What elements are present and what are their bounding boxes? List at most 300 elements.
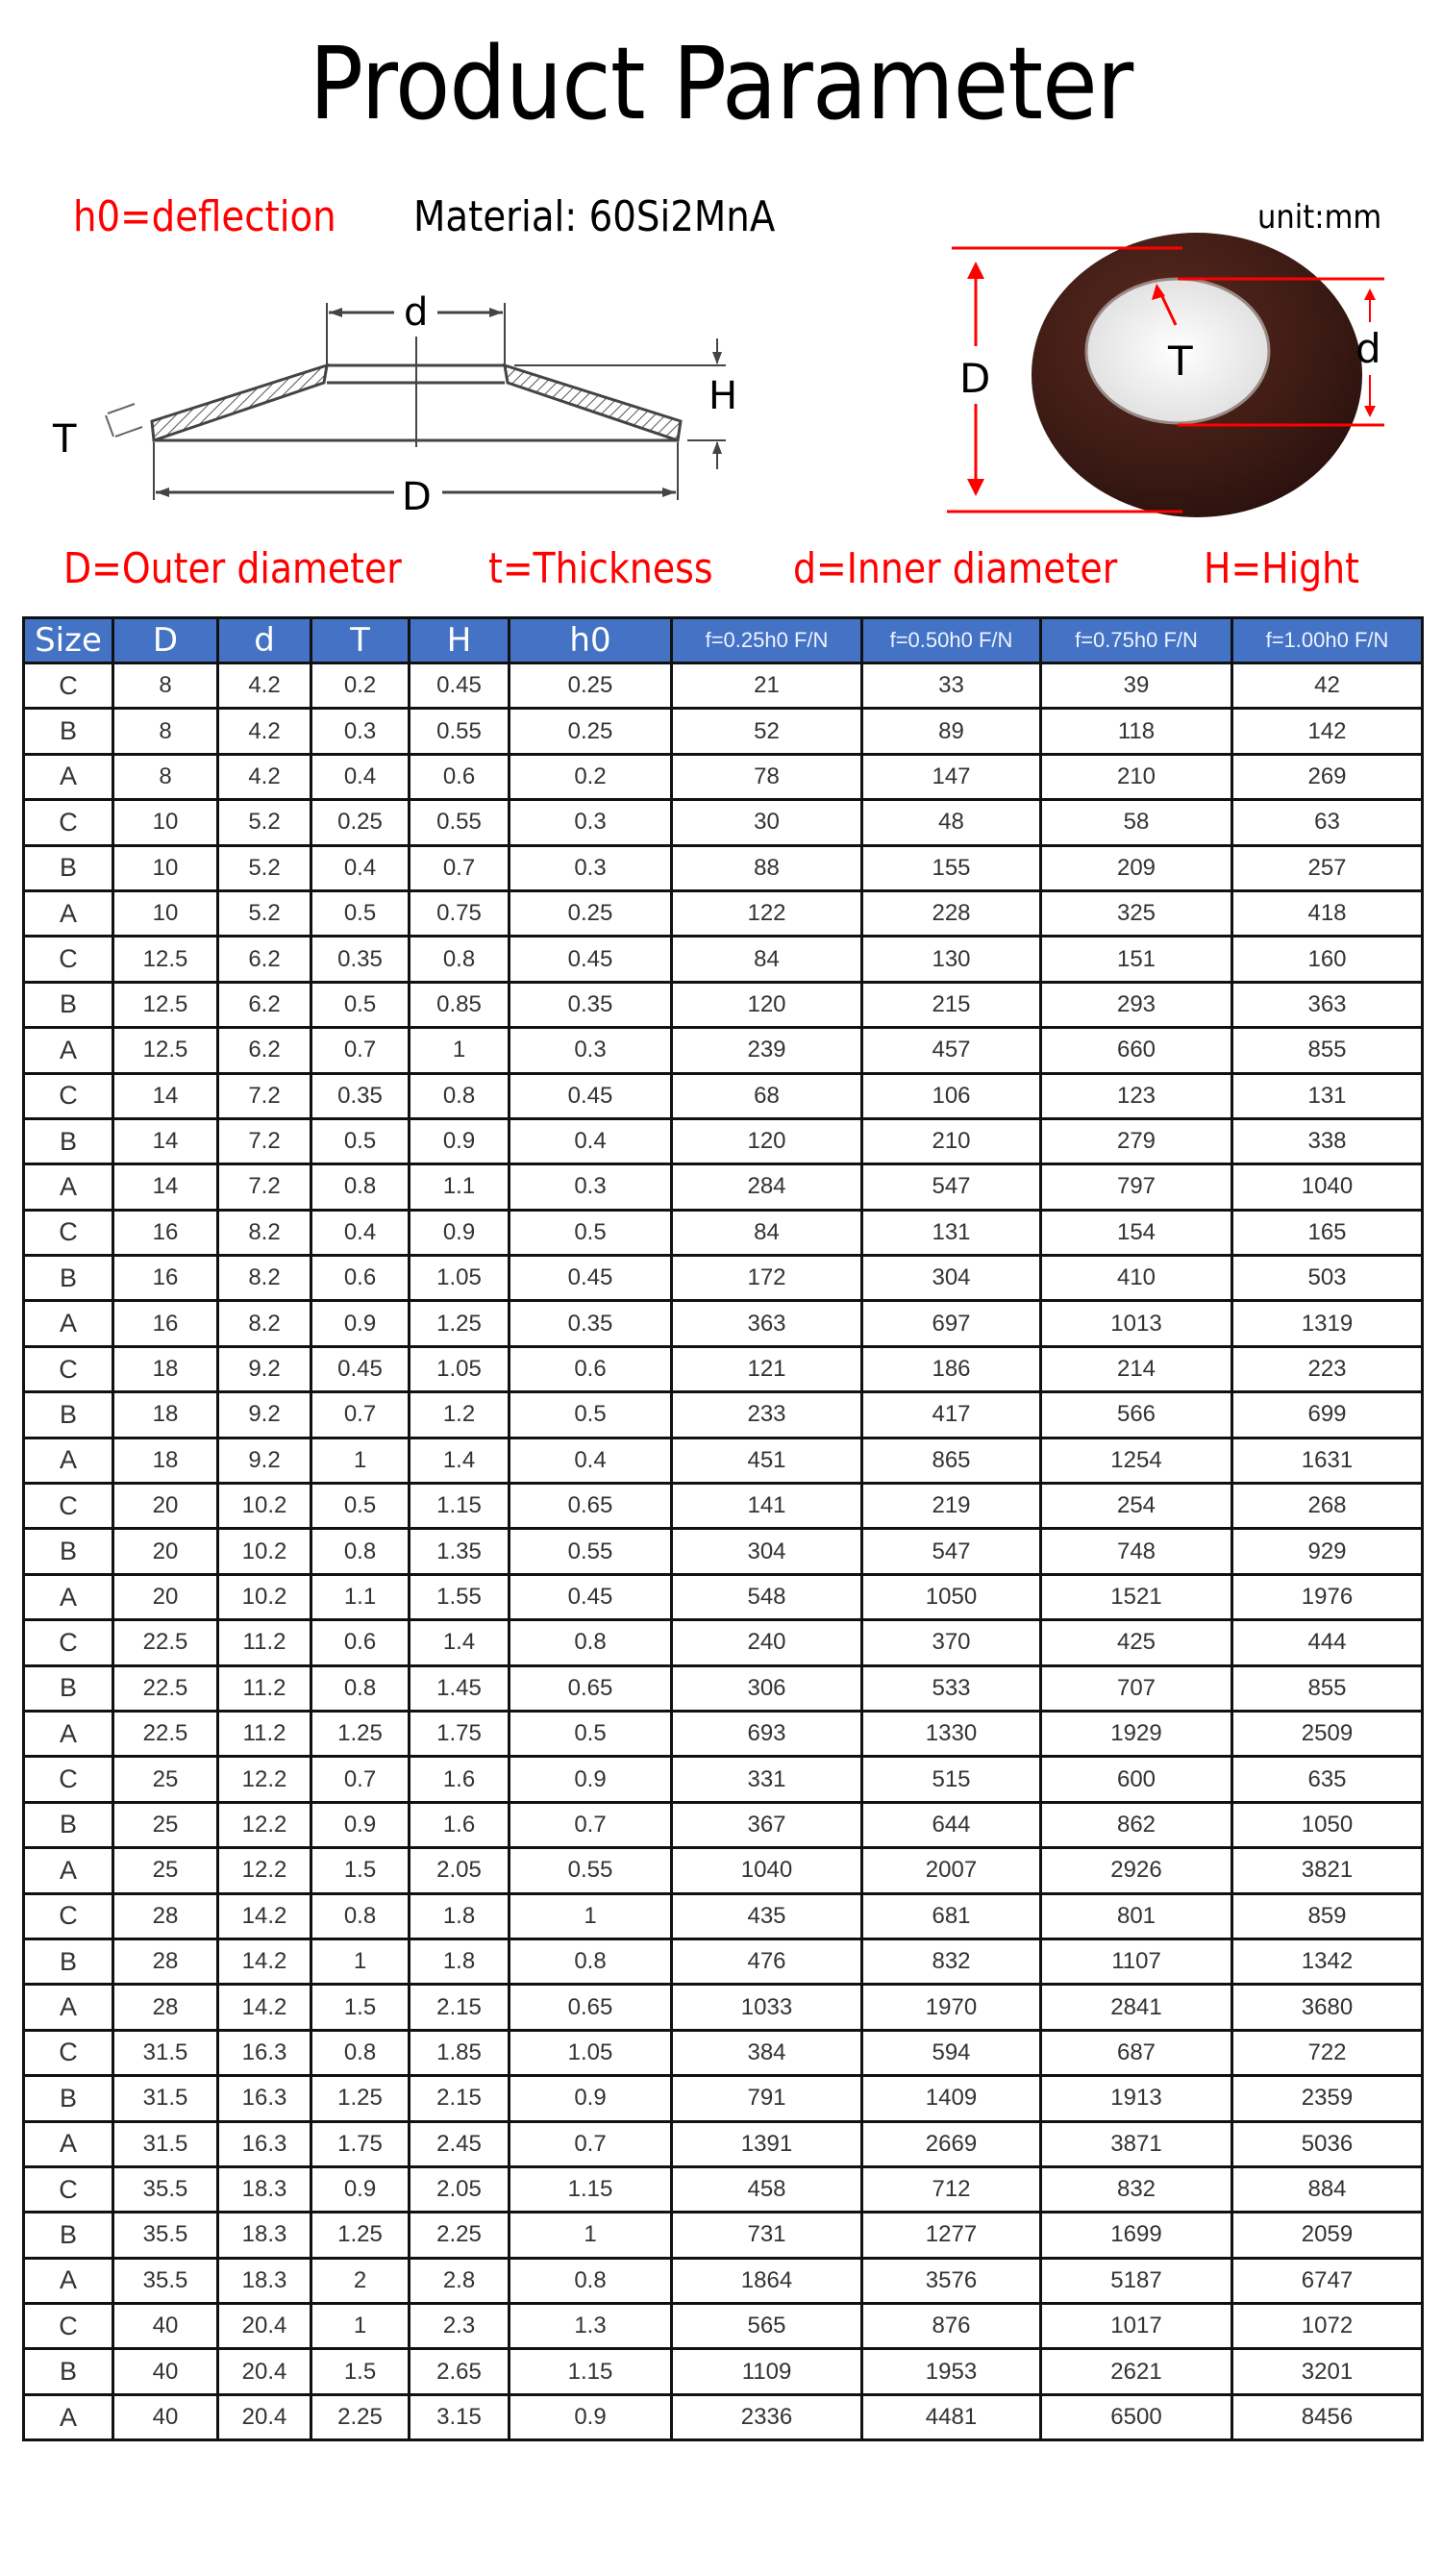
table-cell: 791: [672, 2076, 862, 2121]
table-cell: 25: [113, 1848, 218, 1893]
table-cell: 801: [1041, 1893, 1232, 1938]
legend-thickness: t=Thickness: [488, 544, 713, 593]
table-cell: 5036: [1232, 2121, 1423, 2166]
table-cell: 855: [1232, 1028, 1423, 1073]
table-cell: 0.4: [311, 1210, 410, 1255]
table-cell: 9.2: [218, 1346, 311, 1391]
table-cell: 1: [410, 1028, 510, 1073]
table-cell: 2007: [862, 1848, 1041, 1893]
table-cell: A: [24, 1028, 113, 1073]
table-cell: 16: [113, 1210, 218, 1255]
table-cell: 228: [862, 890, 1041, 936]
table-row: [24, 1620, 1423, 1665]
table-cell: C: [24, 1210, 113, 1255]
table-cell: 2621: [1041, 2349, 1232, 2394]
table-cell: A: [24, 1711, 113, 1756]
label-H: H: [709, 374, 738, 418]
table-cell: 2.25: [311, 2394, 410, 2439]
table-cell: 147: [862, 754, 1041, 799]
table-cell: 151: [1041, 937, 1232, 982]
table-cell: 8: [113, 663, 218, 709]
table-cell: 859: [1232, 1893, 1423, 1938]
table-cell: 0.8: [510, 1938, 672, 1984]
table-body: [24, 663, 1423, 2440]
table-cell: 14.2: [218, 1985, 311, 2030]
table-cell: 2.05: [410, 2166, 510, 2212]
table-cell: 0.75: [410, 890, 510, 936]
table-cell: 1.25: [311, 1711, 410, 1756]
table-row: [24, 663, 1423, 709]
table-cell: 155: [862, 845, 1041, 890]
table-cell: 0.25: [311, 800, 410, 845]
table-cell: 3576: [862, 2258, 1041, 2303]
table-cell: 1040: [672, 1848, 862, 1893]
table-cell: 0.8: [410, 1073, 510, 1118]
label-d-photo: d: [1355, 325, 1381, 372]
table-cell: C: [24, 1757, 113, 1802]
table-cell: 8.2: [218, 1301, 311, 1346]
table-cell: 0.55: [410, 800, 510, 845]
table-cell: 3871: [1041, 2121, 1232, 2166]
table-cell: B: [24, 709, 113, 754]
table-cell: 1: [311, 1438, 410, 1483]
table-cell: 31.5: [113, 2030, 218, 2075]
table-cell: 600: [1041, 1757, 1232, 1802]
table-cell: A: [24, 1301, 113, 1346]
table-cell: 0.35: [510, 982, 672, 1027]
table-cell: 1013: [1041, 1301, 1232, 1346]
page-title: Product Parameter: [309, 25, 1133, 142]
table-cell: 0.55: [510, 1529, 672, 1574]
table-cell: 120: [672, 982, 862, 1027]
table-cell: 1.5: [311, 1848, 410, 1893]
table-cell: 2.3: [410, 2304, 510, 2349]
table-row: [24, 1529, 1423, 1574]
washer-photo-diagram: [904, 231, 1404, 519]
table-cell: 10.2: [218, 1529, 311, 1574]
table-row: [24, 890, 1423, 936]
table-cell: 1.3: [510, 2304, 672, 2349]
table-cell: 1: [510, 1893, 672, 1938]
table-cell: 239: [672, 1028, 862, 1073]
table-cell: 722: [1232, 2030, 1423, 2075]
table-cell: 0.8: [311, 1665, 410, 1711]
table-cell: 20.4: [218, 2394, 311, 2439]
table-cell: 12.5: [113, 982, 218, 1027]
table-cell: 268: [1232, 1484, 1423, 1529]
table-cell: 681: [862, 1893, 1041, 1938]
table-cell: 832: [862, 1938, 1041, 1984]
table-cell: 1.8: [410, 1893, 510, 1938]
table-cell: 0.7: [311, 1757, 410, 1802]
table-row: [24, 1848, 1423, 1893]
table-cell: 0.3: [510, 1028, 672, 1073]
table-cell: 10.2: [218, 1484, 311, 1529]
table-cell: 418: [1232, 890, 1423, 936]
table-cell: 2059: [1232, 2213, 1423, 2258]
table-cell: A: [24, 1848, 113, 1893]
table-cell: 11.2: [218, 1665, 311, 1711]
table-cell: 0.55: [410, 709, 510, 754]
table-cell: 16.3: [218, 2121, 311, 2166]
table-row: [24, 1711, 1423, 1756]
table-cell: 306: [672, 1665, 862, 1711]
table-cell: 240: [672, 1620, 862, 1665]
table-cell: 14: [113, 1118, 218, 1163]
table-cell: 28: [113, 1893, 218, 1938]
table-cell: A: [24, 1574, 113, 1619]
table-cell: 1.8: [410, 1938, 510, 1984]
table-cell: 1864: [672, 2258, 862, 2303]
table-cell: 52: [672, 709, 862, 754]
table-cell: 257: [1232, 845, 1423, 890]
table-cell: 8.2: [218, 1256, 311, 1301]
table-cell: 2669: [862, 2121, 1041, 2166]
table-cell: B: [24, 2349, 113, 2394]
table-cell: C: [24, 800, 113, 845]
table-cell: 122: [672, 890, 862, 936]
table-cell: 1953: [862, 2349, 1041, 2394]
table-row: [24, 1802, 1423, 1847]
table-cell: 1.5: [311, 1985, 410, 2030]
table-cell: 797: [1041, 1164, 1232, 1210]
table-cell: 566: [1041, 1392, 1232, 1438]
table-cell: 131: [862, 1210, 1041, 1255]
table-cell: 35.5: [113, 2166, 218, 2212]
table-cell: 2359: [1232, 2076, 1423, 2121]
table-cell: 1.25: [311, 2213, 410, 2258]
table-cell: 533: [862, 1665, 1041, 1711]
table-cell: 0.3: [311, 709, 410, 754]
table-cell: 2.05: [410, 1848, 510, 1893]
table-cell: C: [24, 663, 113, 709]
table-row: [24, 1484, 1423, 1529]
table-cell: 0.65: [510, 1484, 672, 1529]
table-cell: 18: [113, 1438, 218, 1483]
table-cell: 1072: [1232, 2304, 1423, 2349]
table-cell: 2509: [1232, 1711, 1423, 1756]
table-cell: 0.5: [510, 1392, 672, 1438]
table-cell: 0.9: [311, 1301, 410, 1346]
table-cell: 0.65: [510, 1665, 672, 1711]
table-cell: 2.65: [410, 2349, 510, 2394]
table-cell: B: [24, 982, 113, 1027]
label-T-photo: T: [1168, 338, 1193, 385]
table-cell: 20.4: [218, 2304, 311, 2349]
table-cell: 131: [1232, 1073, 1423, 1118]
table-cell: 338: [1232, 1118, 1423, 1163]
table-cell: B: [24, 1392, 113, 1438]
table-cell: A: [24, 1438, 113, 1483]
table-cell: 0.55: [510, 1848, 672, 1893]
table-row: [24, 709, 1423, 754]
table-cell: 3821: [1232, 1848, 1423, 1893]
table-cell: 33: [862, 663, 1041, 709]
table-cell: A: [24, 2258, 113, 2303]
table-cell: 444: [1232, 1620, 1423, 1665]
table-cell: 1.05: [510, 2030, 672, 2075]
table-cell: 547: [862, 1529, 1041, 1574]
table-cell: 22.5: [113, 1620, 218, 1665]
table-cell: 417: [862, 1392, 1041, 1438]
table-cell: 0.8: [510, 1620, 672, 1665]
table-cell: B: [24, 1529, 113, 1574]
table-cell: 1.25: [410, 1301, 510, 1346]
table-cell: 1.75: [311, 2121, 410, 2166]
table-cell: 172: [672, 1256, 862, 1301]
table-cell: 1.35: [410, 1529, 510, 1574]
table-cell: 1521: [1041, 1574, 1232, 1619]
table-cell: 1976: [1232, 1574, 1423, 1619]
table-cell: 123: [1041, 1073, 1232, 1118]
table-cell: 118: [1041, 709, 1232, 754]
table-row: [24, 2076, 1423, 2121]
table-cell: 1.1: [311, 1574, 410, 1619]
table-row: [24, 800, 1423, 845]
table-cell: 547: [862, 1164, 1041, 1210]
label-D-photo: D: [959, 355, 991, 402]
table-cell: 1631: [1232, 1438, 1423, 1483]
legend-height: H=Hight: [1204, 544, 1359, 593]
table-cell: 0.8: [410, 937, 510, 982]
table-row: [24, 2166, 1423, 2212]
table-cell: 451: [672, 1438, 862, 1483]
table-cell: 876: [862, 2304, 1041, 2349]
material-label: Material: 60Si2MnA: [413, 192, 776, 241]
table-cell: 8: [113, 754, 218, 799]
table-cell: 7.2: [218, 1118, 311, 1163]
table-cell: 63: [1232, 800, 1423, 845]
table-cell: 12.2: [218, 1757, 311, 1802]
table-cell: 89: [862, 709, 1041, 754]
table-cell: 384: [672, 2030, 862, 2075]
table-cell: 0.7: [410, 845, 510, 890]
table-row: [24, 1301, 1423, 1346]
table-cell: 20: [113, 1529, 218, 1574]
table-cell: 84: [672, 1210, 862, 1255]
table-cell: B: [24, 845, 113, 890]
table-cell: 1699: [1041, 2213, 1232, 2258]
table-row: [24, 982, 1423, 1027]
table-cell: 515: [862, 1757, 1041, 1802]
column-header: T: [311, 618, 410, 663]
table-cell: 31.5: [113, 2121, 218, 2166]
table-cell: 30: [672, 800, 862, 845]
table-cell: 25: [113, 1802, 218, 1847]
table-cell: 39: [1041, 663, 1232, 709]
table-cell: 106: [862, 1073, 1041, 1118]
column-header: h0: [510, 618, 672, 663]
label-T: T: [53, 417, 77, 462]
table-cell: B: [24, 1665, 113, 1711]
table-cell: 35.5: [113, 2213, 218, 2258]
table-cell: 16.3: [218, 2076, 311, 2121]
table-cell: 11.2: [218, 1711, 311, 1756]
deflection-note: h0=deflection: [73, 192, 336, 241]
table-cell: 0.5: [311, 1484, 410, 1529]
table-cell: 0.8: [311, 1893, 410, 1938]
table-cell: 0.8: [311, 2030, 410, 2075]
table-cell: 1107: [1041, 1938, 1232, 1984]
table-cell: 6747: [1232, 2258, 1423, 2303]
column-header: f=1.00h0 F/N: [1232, 618, 1423, 663]
table-cell: 0.8: [510, 2258, 672, 2303]
table-row: [24, 1256, 1423, 1301]
table-cell: 0.25: [510, 709, 672, 754]
washer-illustration: [904, 231, 1404, 519]
table-cell: 565: [672, 2304, 862, 2349]
table-cell: 12.5: [113, 1028, 218, 1073]
table-cell: 304: [862, 1256, 1041, 1301]
table-cell: 331: [672, 1757, 862, 1802]
table-cell: 14.2: [218, 1893, 311, 1938]
table-cell: 35.5: [113, 2258, 218, 2303]
table-cell: 1319: [1232, 1301, 1423, 1346]
table-cell: 0.25: [510, 663, 672, 709]
table-cell: 370: [862, 1620, 1041, 1665]
table-row: [24, 1938, 1423, 1984]
table-cell: 0.5: [510, 1711, 672, 1756]
table-cell: 18.3: [218, 2258, 311, 2303]
table-cell: 1.5: [311, 2349, 410, 2394]
table-cell: 0.25: [510, 890, 672, 936]
table-cell: 0.9: [410, 1210, 510, 1255]
table-cell: 7.2: [218, 1073, 311, 1118]
table-cell: 660: [1041, 1028, 1232, 1073]
table-cell: 6.2: [218, 1028, 311, 1073]
table-cell: B: [24, 1118, 113, 1163]
table-cell: 84: [672, 937, 862, 982]
table-cell: 1.6: [410, 1757, 510, 1802]
table-cell: 687: [1041, 2030, 1232, 2075]
table-cell: 0.2: [510, 754, 672, 799]
table-cell: 0.5: [510, 1210, 672, 1255]
table-cell: C: [24, 1346, 113, 1391]
table-cell: 1.4: [410, 1620, 510, 1665]
table-cell: 0.45: [311, 1346, 410, 1391]
table-cell: 40: [113, 2304, 218, 2349]
table-cell: 862: [1041, 1802, 1232, 1847]
table-cell: 712: [862, 2166, 1041, 2212]
table-cell: B: [24, 1938, 113, 1984]
table-cell: 1913: [1041, 2076, 1232, 2121]
table-row: [24, 1028, 1423, 1073]
table-cell: 1.25: [311, 2076, 410, 2121]
table-cell: 269: [1232, 754, 1423, 799]
column-header: f=0.75h0 F/N: [1041, 618, 1232, 663]
table-cell: 363: [1232, 982, 1423, 1027]
table-cell: 1277: [862, 2213, 1041, 2258]
legend-inner-diameter: d=Inner diameter: [793, 544, 1118, 593]
legend-outer-diameter: D=Outer diameter: [63, 544, 402, 593]
cross-section-diagram: [38, 269, 750, 529]
table-cell: 1929: [1041, 1711, 1232, 1756]
table-cell: 6.2: [218, 982, 311, 1027]
table-cell: B: [24, 2213, 113, 2258]
table-cell: 58: [1041, 800, 1232, 845]
table-row: [24, 2213, 1423, 2258]
table-cell: 160: [1232, 937, 1423, 982]
table-cell: 503: [1232, 1256, 1423, 1301]
label-d: d: [404, 290, 429, 335]
table-cell: 0.9: [510, 2076, 672, 2121]
table-row: [24, 2030, 1423, 2075]
table-cell: C: [24, 2304, 113, 2349]
table-cell: 0.9: [311, 1802, 410, 1847]
table-cell: 1040: [1232, 1164, 1423, 1210]
table-cell: 1.05: [410, 1256, 510, 1301]
table-cell: 16: [113, 1256, 218, 1301]
table-cell: 20.4: [218, 2349, 311, 2394]
table-cell: 1342: [1232, 1938, 1423, 1984]
table-cell: 210: [1041, 754, 1232, 799]
table-cell: 1: [510, 2213, 672, 2258]
table-cell: 9.2: [218, 1392, 311, 1438]
table-cell: 457: [862, 1028, 1041, 1073]
table-cell: 0.9: [311, 2166, 410, 2212]
table-cell: 4.2: [218, 754, 311, 799]
table-cell: C: [24, 1484, 113, 1529]
table-cell: 154: [1041, 1210, 1232, 1255]
table-cell: 693: [672, 1711, 862, 1756]
table-cell: 0.7: [311, 1392, 410, 1438]
table-cell: 142: [1232, 709, 1423, 754]
table-cell: 279: [1041, 1118, 1232, 1163]
table-row: [24, 1118, 1423, 1163]
table-cell: 5.2: [218, 800, 311, 845]
table-cell: 0.35: [311, 937, 410, 982]
table-row: [24, 2349, 1423, 2394]
table-row: [24, 1574, 1423, 1619]
table-cell: A: [24, 754, 113, 799]
table-cell: 1391: [672, 2121, 862, 2166]
table-cell: A: [24, 2394, 113, 2439]
column-header: f=0.25h0 F/N: [672, 618, 862, 663]
table-cell: 18.3: [218, 2166, 311, 2212]
table-cell: 1109: [672, 2349, 862, 2394]
table-cell: 1050: [862, 1574, 1041, 1619]
table-cell: 14: [113, 1164, 218, 1210]
table-cell: 11.2: [218, 1620, 311, 1665]
table-cell: 10: [113, 800, 218, 845]
table-cell: 22.5: [113, 1711, 218, 1756]
table-cell: 10: [113, 890, 218, 936]
table-cell: 0.5: [311, 982, 410, 1027]
table-cell: 929: [1232, 1529, 1423, 1574]
table-cell: 48: [862, 800, 1041, 845]
table-cell: 425: [1041, 1620, 1232, 1665]
column-header: d: [218, 618, 311, 663]
table-row: [24, 2394, 1423, 2439]
table-cell: 0.3: [510, 845, 672, 890]
table-cell: 1.15: [410, 1484, 510, 1529]
table-cell: 293: [1041, 982, 1232, 1027]
table-cell: 18.3: [218, 2213, 311, 2258]
table-cell: 20: [113, 1484, 218, 1529]
table-cell: 1.15: [510, 2349, 672, 2394]
table-cell: C: [24, 1620, 113, 1665]
table-cell: A: [24, 1985, 113, 2030]
table-cell: 832: [1041, 2166, 1232, 2212]
table-cell: 22.5: [113, 1665, 218, 1711]
table-cell: 0.9: [510, 2394, 672, 2439]
table-cell: 12.2: [218, 1802, 311, 1847]
table-cell: 435: [672, 1893, 862, 1938]
table-cell: 1.55: [410, 1574, 510, 1619]
table-cell: 121: [672, 1346, 862, 1391]
table-cell: 16.3: [218, 2030, 311, 2075]
table-cell: 1: [311, 2304, 410, 2349]
